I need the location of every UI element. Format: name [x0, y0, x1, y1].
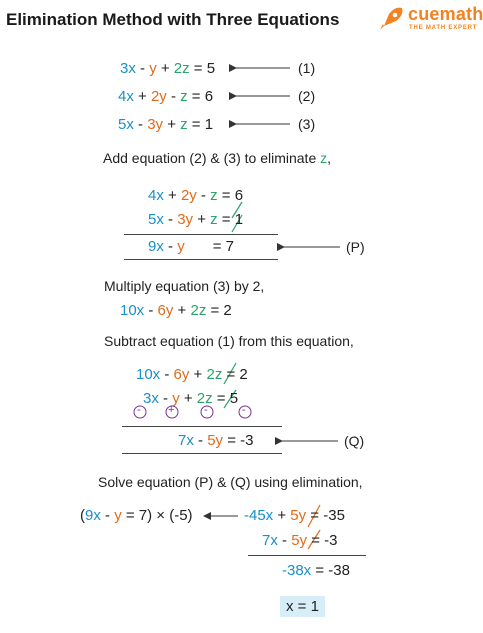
- logo-tagline: THE MATH EXPERT: [409, 25, 478, 31]
- sign-circles: [134, 406, 251, 418]
- sign-minus-3: -: [242, 404, 246, 416]
- logo-brand: cuemath: [408, 4, 483, 24]
- step4-result: -38x = -38: [282, 562, 350, 579]
- step1-instruction: Add equation (2) & (3) to eliminate z,: [103, 150, 332, 166]
- sign-plus: +: [168, 404, 175, 416]
- step1-divider: [124, 234, 278, 235]
- step1-row1: 4x + 2y - z = 6: [148, 187, 244, 204]
- label-q: (Q): [344, 433, 365, 449]
- step1-row2: 5x - 3y + z = 1: [148, 211, 244, 228]
- step3-row1: 10x - 6y + 2z = 2: [136, 366, 248, 383]
- final-answer: x = 1: [280, 596, 325, 617]
- label-eq3: (3): [298, 116, 316, 132]
- step1-result: 9x - y = 7: [148, 238, 234, 255]
- step3-divider: [122, 426, 282, 427]
- label-eq1: (1): [298, 60, 316, 76]
- step3-instruction: Subtract equation (1) from this equation,: [104, 333, 354, 349]
- step4-left: (9x - y = 7) × (-5): [80, 507, 193, 524]
- step4-instruction: Solve equation (P) & (Q) using elimination,: [98, 474, 363, 490]
- step4-divider: [248, 555, 366, 556]
- step3-underline: [122, 453, 282, 454]
- step2-instruction: Multiply equation (3) by 2,: [104, 278, 265, 294]
- equation-3: 5x - 3y + z = 1: [118, 116, 214, 133]
- step3-result: 7x - 5y = -3: [178, 432, 254, 449]
- sign-minus-2: -: [204, 404, 208, 416]
- step4-row1: -45x + 5y = -35: [244, 507, 345, 524]
- label-p: (P): [346, 239, 365, 255]
- equation-1: 3x - y + 2z = 5: [120, 60, 216, 77]
- step2-equation: 10x - 6y + 2z = 2: [120, 302, 232, 319]
- label-eq2: (2): [298, 88, 316, 104]
- sign-minus-1: -: [137, 404, 141, 416]
- step1-underline: [124, 259, 278, 260]
- step4-row2: 7x - 5y = -3: [262, 532, 338, 549]
- page-title: Elimination Method with Three Equations: [6, 10, 340, 29]
- equation-2: 4x + 2y - z = 6: [118, 88, 214, 105]
- step3-row2: 3x - y + 2z = 5: [143, 390, 239, 407]
